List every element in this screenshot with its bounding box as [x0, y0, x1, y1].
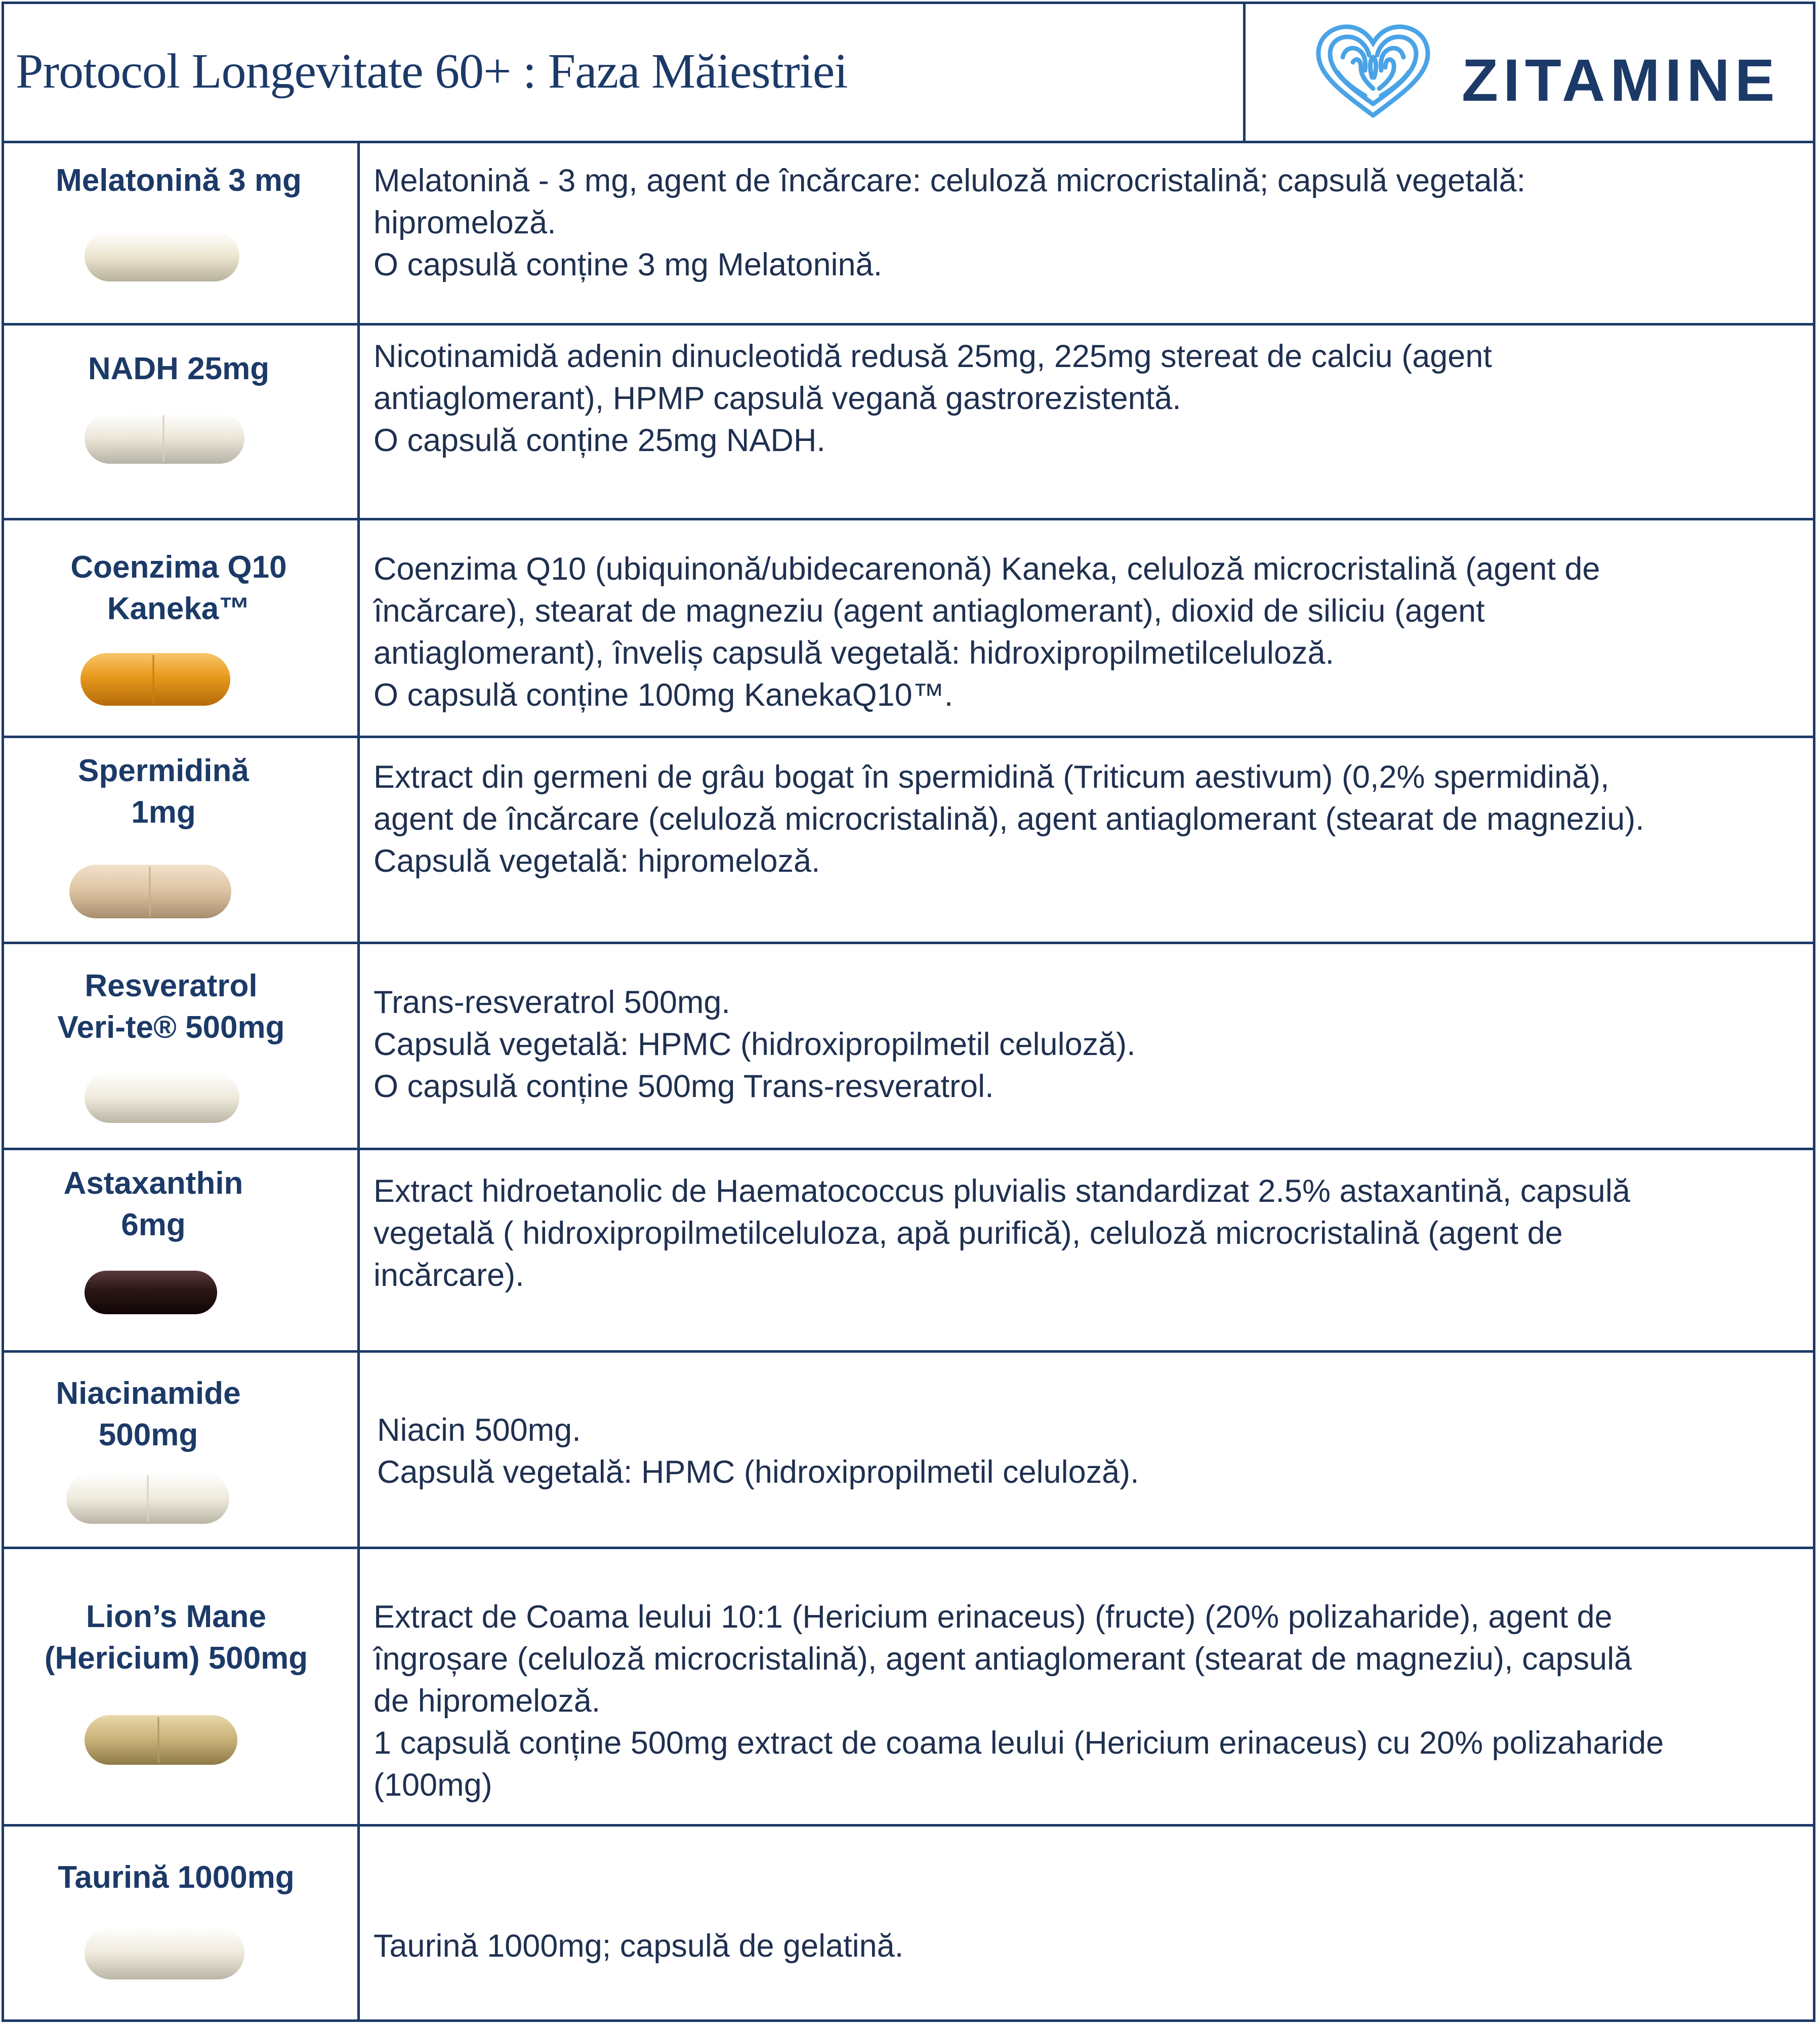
capsule-icon: [82, 409, 250, 470]
product-name: Resveratrol Veri-te® 500mg: [57, 968, 285, 1045]
product-description: Trans-resveratrol 500mg. Capsulă vegetală: HPMC (hidroxipropilmetil celuloză). O capsulă conține 500mg Trans-resveratrol.: [374, 985, 1136, 1104]
page-title: Protocol Longevitate 60+ : Faza Măiestriei: [16, 44, 848, 99]
capsule-icon: [66, 860, 238, 925]
product-description: Extract hidroetanolic de Haematococcus pluvialis standardizat 2.5% astaxantină, capsulă vegetală ( hidroxipropilmetilceluloza, apă purifică), celuloză microcristalină (agent de incărcare).: [374, 1173, 1630, 1293]
product-description: Melatonină - 3 mg, agent de încărcare: celuloză microcristalină; capsulă vegetală: hipromeloză. O capsulă conține 3 mg Melatonină.: [374, 163, 1526, 282]
product-name: Spermidină 1mg: [78, 753, 249, 830]
product-name: Coenzima Q10 Kaneka™: [70, 550, 287, 626]
table-row: [2, 1827, 1815, 2022]
product-description: Coenzima Q10 (ubiquinonă/ubidecarenonă) Kaneka, celuloză microcristalină (agent de încărcare), stearat de magneziu (agent antiaglomerant), dioxid de siliciu (agent antiaglomerant), înveliș capsulă vegetală: hidroxipropilmetilceluloză. O capsulă conține 100mg KanekaQ10™.: [374, 551, 1600, 713]
product-description: Extract din germeni de grâu bogat în spermidină (Triticum aestivum) (0,2% spermidină), agent de încărcare (celuloză microcristalină), agent antiaglomerant (stearat de magneziu). Capsulă vegetală: hipromeloză.: [374, 759, 1644, 879]
table-row: [2, 738, 1815, 944]
capsule-icon: [64, 1469, 236, 1530]
fingerprint-heart-icon: [1312, 22, 1434, 123]
capsule-icon: [82, 1267, 224, 1322]
product-name: NADH 25mg: [88, 351, 270, 386]
product-name: Niacinamide 500mg: [56, 1376, 241, 1452]
table-row: [2, 1353, 1815, 1549]
brand-name: ZITAMINE: [1462, 47, 1780, 114]
table-row: [2, 944, 1815, 1150]
product-name: Astaxanthin 6mg: [63, 1166, 243, 1242]
capsule-icon: [82, 227, 244, 288]
table-row: [2, 520, 1815, 738]
product-name: Lion’s Mane (Hericium) 500mg: [44, 1599, 308, 1676]
product-description: Niacin 500mg. Capsulă vegetală: HPMC (hidroxipropilmetil celuloză).: [377, 1412, 1139, 1490]
capsule-icon: [82, 1068, 244, 1129]
capsule-icon: [82, 1923, 250, 1986]
table-row: [2, 1549, 1815, 1827]
table-row: [2, 1150, 1815, 1353]
capsule-icon: [82, 1711, 244, 1772]
table-row: [2, 326, 1815, 520]
capsule-icon: [77, 648, 239, 714]
header-divider: [1243, 2, 1246, 143]
product-description: Taurină 1000mg; capsulă de gelatină.: [374, 1928, 904, 1964]
brand-logo: [1312, 22, 1798, 123]
table-row: [2, 143, 1815, 326]
product-description: Extract de Coama leului 10:1 (Hericium erinaceus) (fructe) (20% polizaharide), agent de îngroșare (celuloză microcristalină), agent antiaglomerant (stearat de magneziu), capsulă de hipromeloză. 1 capsulă conține 500mg extract de coama leului (Hericium erinaceus) cu 20% polizaharide (100mg): [374, 1599, 1664, 1803]
product-name: Taurină 1000mg: [58, 1860, 295, 1895]
product-description: Nicotinamidă adenin dinucleotidă redusă 25mg, 225mg stereat de calciu (agent antiaglomerant), HPMP capsulă vegană gastrorezistentă. O capsulă conține 25mg NADH.: [374, 339, 1492, 458]
product-name: Melatonină 3 mg: [56, 163, 302, 198]
header: [2, 2, 1815, 143]
